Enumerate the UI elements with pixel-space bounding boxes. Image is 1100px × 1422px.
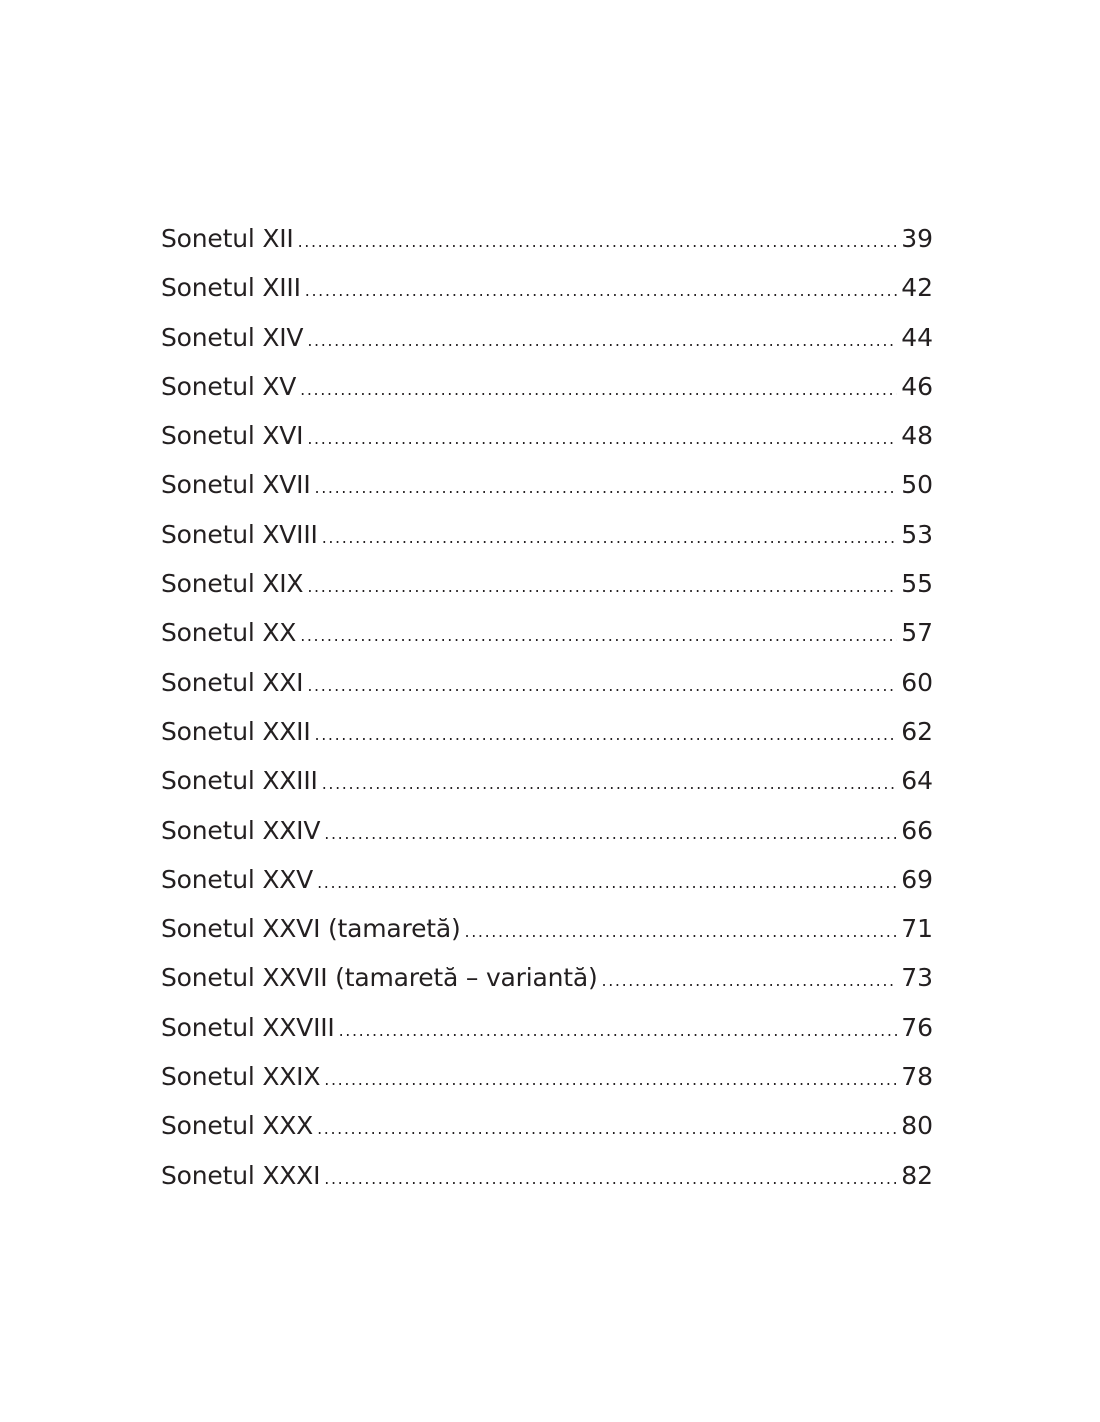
toc-entry[interactable] [161,411,933,460]
toc-entry[interactable] [161,214,933,263]
toc-entry-page: 39 [901,224,933,253]
toc-entry-page: 80 [901,1111,933,1141]
toc-entry-page: 50 [901,470,933,500]
dot-leader [465,907,898,956]
dot-leader [300,611,897,660]
toc-entry-page: 76 [901,1012,933,1042]
toc-entry-title: Sonetul XXV [161,864,314,894]
toc-entry[interactable] [161,313,933,362]
toc-entry[interactable] [161,460,933,509]
toc-entry[interactable] [161,904,933,953]
dot-leader [324,1055,897,1104]
dot-leader [317,858,897,907]
toc-entry-page: 46 [901,371,933,401]
toc-entry-title: Sonetul XX [161,618,297,648]
dot-leader [339,1006,898,1055]
toc-entry[interactable] [161,1052,933,1101]
toc-entry-page: 69 [901,864,933,894]
dot-leader [307,316,897,365]
toc-entry[interactable] [161,756,933,805]
toc-entry-title: Sonetul XVIII [161,519,318,549]
toc-entry-title: Sonetul XVI [161,421,304,451]
toc-entry[interactable] [161,559,933,608]
toc-entry-page: 64 [901,766,933,796]
toc-entry-page: 62 [901,716,933,746]
toc-entry-title: Sonetul XXVII (tamaretă – variantă) [161,963,598,993]
toc-entry-page: 60 [901,667,933,697]
toc-entry-page: 57 [901,618,933,648]
toc-entry[interactable] [161,362,933,411]
toc-entry[interactable] [161,953,933,1002]
toc-entry[interactable] [161,263,933,312]
dot-leader [300,365,897,414]
toc-entry-title: Sonetul XXIII [161,766,318,796]
dot-leader [315,710,898,759]
toc-entry[interactable] [161,855,933,904]
toc-entry-title: Sonetul XXXI [161,1160,321,1190]
toc-entry-page: 82 [901,1160,933,1190]
toc-entry-page: 42 [901,273,933,303]
dot-leader [307,562,897,611]
toc-entry-title: Sonetul XIX [161,569,304,599]
toc-entry[interactable] [161,1151,933,1200]
toc-entry-page: 44 [901,322,933,352]
toc-entry-page: 73 [901,963,933,993]
toc-entry-title: Sonetul XXX [161,1111,314,1141]
toc-entry-title: Sonetul XIV [161,322,304,352]
toc-entry-page: 48 [901,421,933,451]
dot-leader [602,956,898,1005]
dot-leader [324,809,897,858]
toc-entry[interactable] [161,658,933,707]
dot-leader [322,513,898,562]
toc-entry-title: Sonetul XVII [161,470,311,500]
toc-entry-page: 78 [901,1062,933,1092]
toc-entry-title: Sonetul XV [161,371,297,401]
toc-entry-page: 71 [901,914,933,944]
toc-entry-page: 53 [901,519,933,549]
dot-leader [307,661,897,710]
toc-entry-title: Sonetul XXII [161,716,311,746]
toc-entry[interactable] [161,1101,933,1150]
toc-entry-title: Sonetul XIII [161,273,301,303]
table-of-contents [161,214,933,1200]
toc-entry-title: Sonetul XXIV [161,815,321,845]
toc-entry[interactable] [161,707,933,756]
toc-entry-title: Sonetul XXVI (tamaretă) [161,914,461,944]
dot-leader [298,217,898,266]
dot-leader [315,463,898,512]
dot-leader [322,759,897,808]
toc-entry-title: Sonetul XXVIII [161,1012,335,1042]
toc-entry-title: Sonetul XXIX [161,1062,321,1092]
dot-leader [305,266,897,315]
toc-entry-title: Sonetul XXI [161,667,304,697]
toc-entry-page: 66 [901,815,933,845]
dot-leader [307,414,897,463]
dot-leader [317,1104,897,1153]
toc-entry-page: 55 [901,569,933,599]
toc-entry[interactable] [161,510,933,559]
toc-entry[interactable] [161,806,933,855]
toc-entry-title: Sonetul XII [161,224,294,253]
dot-leader [324,1154,897,1203]
toc-entry[interactable] [161,1003,933,1052]
toc-entry[interactable] [161,608,933,657]
